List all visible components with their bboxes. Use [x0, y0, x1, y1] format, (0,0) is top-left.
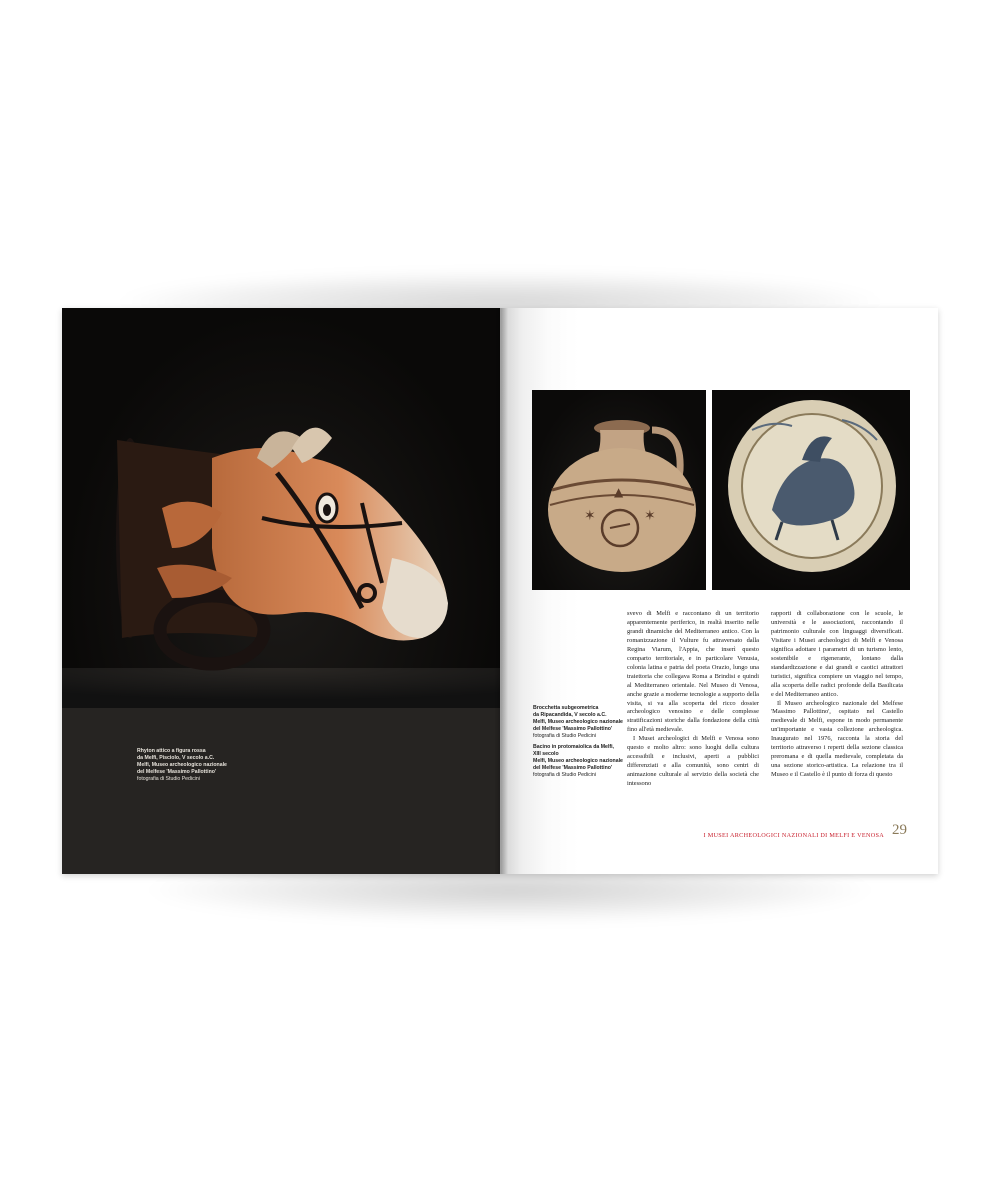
running-title: I MUSEI ARCHEOLOGICI NAZIONALI DI MELFI E VENOSA [703, 832, 884, 839]
svg-text:✶: ✶ [644, 508, 656, 524]
jug-illustration [532, 390, 706, 590]
svg-text:▲: ▲ [614, 485, 624, 499]
book-spread [62, 308, 938, 874]
bowl-illustration [712, 390, 910, 590]
caption-line: Bacino in protomaiolica da Melfi, [533, 744, 614, 750]
caption-line: del Melfese 'Massimo Pallottino' [533, 765, 613, 771]
rhyton-photo [62, 308, 500, 708]
page-number: 29 [892, 822, 907, 838]
book-gutter [494, 308, 508, 874]
bowl-photo [712, 390, 910, 590]
paragraph: svevo di Melfi e raccontano di un territorio apparentemente periferico, in realtà inserito nelle grandi dinamiche del Mediterraneo antico. Con la romanizzazione il Vulture fu attraversato dalla Regina Viarum, l'Appia, che inserì questo comparto territoriale, e in particolare Venusia, colonia latina e patria del poeta Orazio, lungo una traiettoria che collegava Roma a Brindisi e quindi al Mediterraneo orientale. Nel Museo di Venosa, anche grazie a moderne tecnologie a supporto della visita, si va alla scoperta del ricco dossier archeologico venosino e delle complesse stratificazioni storiche dalla fondazione della città fino all'età medievale. [627, 610, 759, 734]
caption-line: del Melfese 'Massimo Pallottino' [137, 769, 217, 775]
paragraph: rapporti di collaborazione con le scuole, le università e le associazioni, raccontando il patrimonio culturale con linguaggi diversificati. Visitare i Musei archeologici di Melfi e Venosa significa adottare i parametri di un turismo lento, sostenibile e rigenerante, lontano dalla standardizzazione e dai grandi e caotici attrattori turistici, significa compiere un viaggio nel tempo, alla scoperta delle radici profonde della Basilicata e del Mediterraneo antico. [771, 610, 903, 698]
caption-line: Melfi, Museo archeologico nazionale [533, 719, 623, 725]
caption-credit: fotografia di Studio Pedicini [533, 772, 596, 778]
caption-line: da Melfi, Pisciolo, V secolo a.C. [137, 755, 215, 761]
caption-credit: fotografia di Studio Pedicini [533, 733, 596, 739]
caption-line: XIII secolo [533, 751, 559, 757]
caption-line: Rhyton attico a figura rossa [137, 748, 206, 754]
text-column-1 [627, 610, 759, 789]
left-page [62, 308, 500, 874]
right-captions [533, 705, 633, 783]
right-page [500, 308, 938, 874]
jug-photo [532, 390, 706, 590]
caption-line: da Ripacandida, V secolo a.C. [533, 712, 607, 718]
svg-text:✶: ✶ [584, 508, 596, 524]
caption-line: Brocchetta subgeometrica [533, 705, 599, 711]
caption-line: Melfi, Museo archeologico nazionale [137, 762, 227, 768]
rhyton-illustration [62, 308, 500, 708]
paragraph: Il Museo archeologico nazionale del Melfese 'Massimo Pallottino', ospitato nel Castello medievale di Melfi, espone in modo permanente un'importante e vasta collezione archeologica. Inaugurato nel 1976, racconta la storia del territorio attraverso i reperti della sezione classica preromana e di quella medievale, completata da una sezione storico-artistica. La relazione tra il Museo e il Castello è il punto di forza di questo [771, 699, 903, 779]
text-column-2 [771, 610, 903, 780]
paragraph: I Musei archeologici di Melfi e Venosa sono questo e molto altro: sono luoghi della cultura accessibili e inclusivi, aperti a pubblici differenziati e alla comunità, sono centri di animazione culturale al servizio della società che intessono [627, 735, 759, 788]
caption-credit: fotografia di Studio Pedicini [137, 776, 200, 782]
caption-line: del Melfese 'Massimo Pallottino' [533, 726, 613, 732]
rhyton-caption [137, 748, 287, 783]
caption-line: Melfi, Museo archeologico nazionale [533, 758, 623, 764]
